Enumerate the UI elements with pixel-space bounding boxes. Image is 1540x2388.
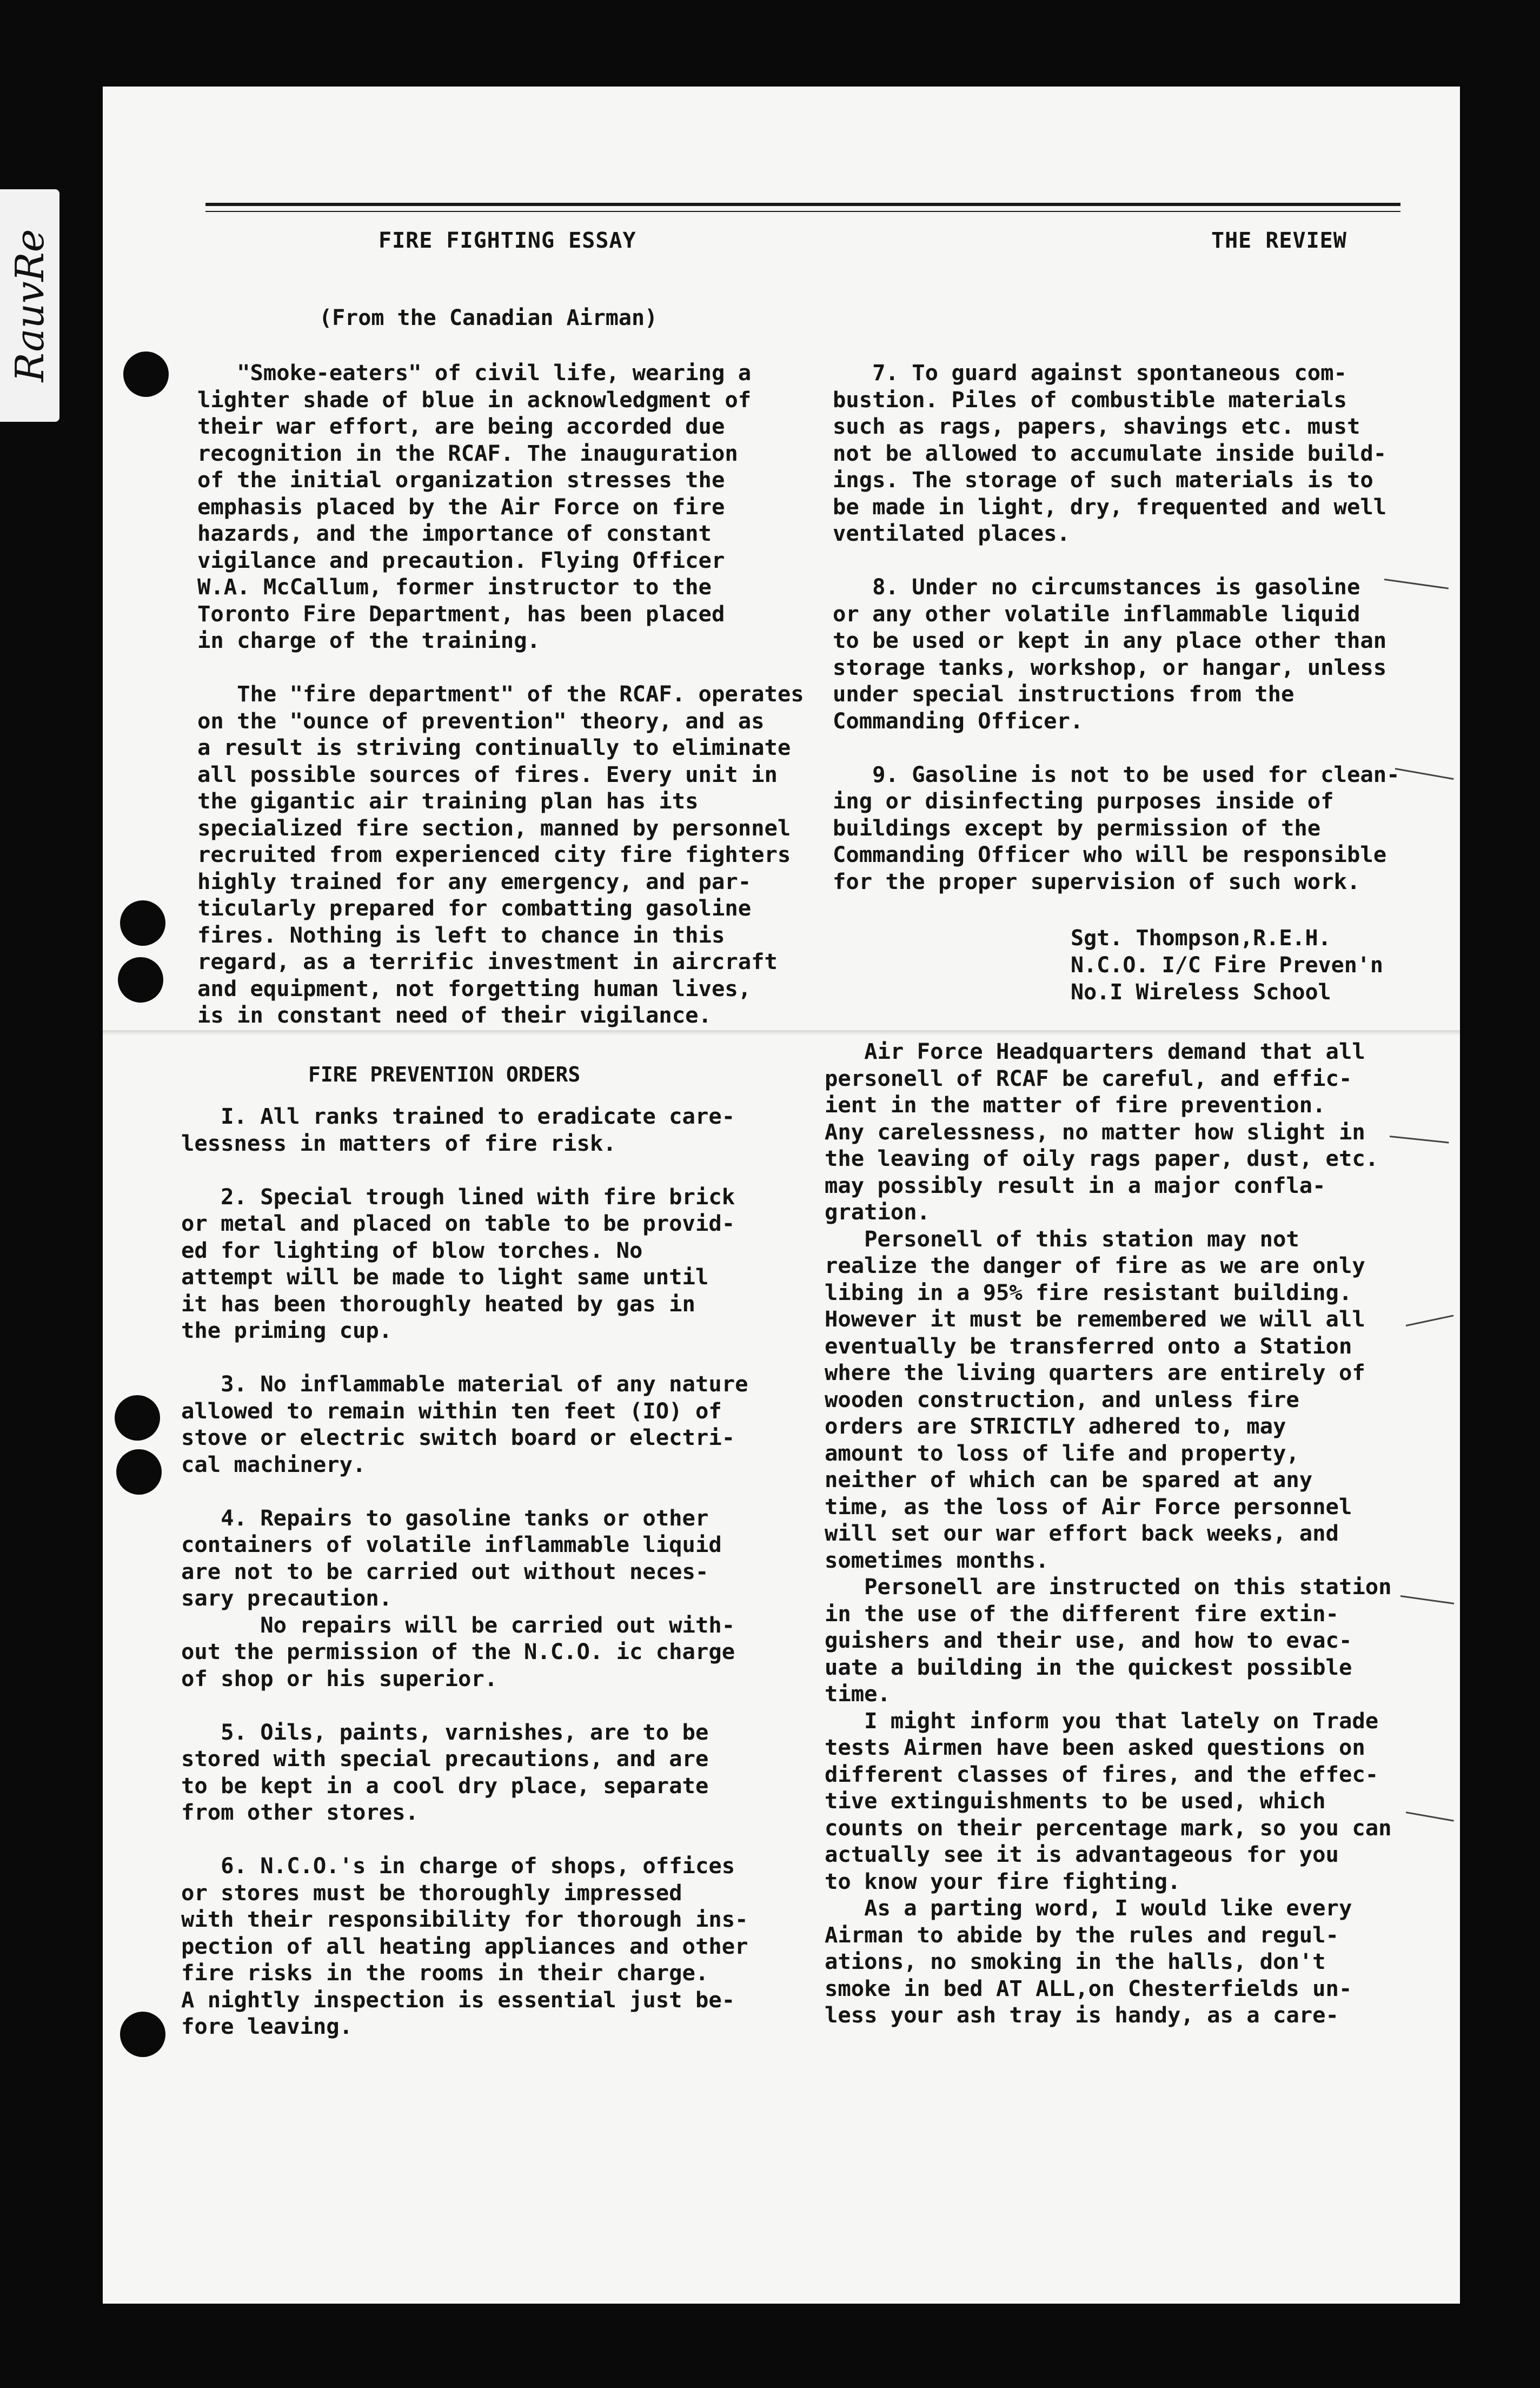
text-line: Any carelessness, no matter how slight in bbox=[825, 1118, 1365, 1145]
text-line: from other stores. bbox=[181, 1799, 419, 1825]
text-line: less your ash tray is handy, as a care- bbox=[825, 2002, 1339, 2028]
text-line: hazards, and the importance of constant bbox=[197, 520, 712, 546]
text-line: cal machinery. bbox=[181, 1451, 366, 1477]
text-line: tive extinguishments to be used, which bbox=[825, 1788, 1326, 1814]
text-line: realize the danger of fire as we are only bbox=[825, 1252, 1365, 1278]
text-line: emphasis placed by the Air Force on fire bbox=[197, 493, 725, 520]
text-line: the priming cup. bbox=[181, 1317, 393, 1343]
binder-hole bbox=[118, 957, 163, 1003]
text-line: or metal and placed on table to be provid- bbox=[181, 1210, 735, 1236]
section-title: FIRE PREVENTION ORDERS bbox=[308, 1063, 581, 1086]
text-line: The "fire department" of the RCAF. operates bbox=[197, 681, 804, 707]
signature-line: Sgt. Thompson,R.E.H. bbox=[1071, 926, 1331, 951]
text-line: amount to loss of life and property, bbox=[825, 1440, 1299, 1466]
text-line: fires. Nothing is left to chance in this bbox=[197, 921, 725, 948]
text-line: different classes of fires, and the effec- bbox=[825, 1761, 1379, 1787]
binder-hole bbox=[120, 2012, 165, 2057]
text-line: highly trained for any emergency, and par- bbox=[197, 868, 752, 894]
text-line: However it must be remembered we will all bbox=[825, 1306, 1365, 1332]
text-line: No repairs will be carried out with- bbox=[181, 1611, 735, 1638]
text-line: Toronto Fire Department, has been placed bbox=[197, 600, 725, 627]
text-line bbox=[181, 1478, 748, 1505]
left-column-intro bbox=[197, 360, 804, 1029]
signature-block bbox=[1071, 925, 1383, 1006]
text-line: to be kept in a cool dry place, separate bbox=[181, 1772, 709, 1799]
text-line: As a parting word, I would like every bbox=[825, 1895, 1352, 1921]
text-line: ient in the matter of fire prevention. bbox=[825, 1092, 1326, 1118]
document-page bbox=[103, 87, 1460, 2304]
text-line: pection of all heating appliances and other bbox=[181, 1933, 748, 1959]
text-line: wooden construction, and unless fire bbox=[825, 1386, 1299, 1412]
text-line: 8. Under no circumstances is gasoline bbox=[833, 574, 1360, 600]
text-line: with their responsibility for thorough ins- bbox=[181, 1906, 748, 1932]
text-line: out the permission of the N.C.O. ic charge bbox=[181, 1639, 735, 1664]
text-line: 7. To guard against spontaneous com- bbox=[833, 360, 1347, 386]
publication-name: THE REVIEW bbox=[1211, 228, 1347, 253]
left-column-orders-1-6 bbox=[181, 1103, 748, 2040]
text-line: 3. No inflammable material of any nature bbox=[181, 1371, 748, 1397]
text-line: I. All ranks trained to eradicate care- bbox=[181, 1103, 735, 1129]
text-line: and equipment, not forgetting human lives, bbox=[197, 975, 752, 1001]
text-line: buildings except by permission of the bbox=[833, 814, 1321, 841]
text-line: attempt will be made to light same until bbox=[181, 1264, 709, 1290]
text-line bbox=[833, 734, 1399, 761]
text-line: bustion. Piles of combustible materials bbox=[833, 386, 1347, 413]
text-line: regard, as a terrific investment in aircraft bbox=[197, 948, 778, 974]
text-line: ings. The storage of such materials is to bbox=[833, 467, 1373, 493]
text-line: to be used or kept in any place other than bbox=[833, 627, 1387, 653]
text-line: 9. Gasoline is not to be used for clean- bbox=[833, 761, 1400, 787]
text-line: are not to be carried out without neces- bbox=[181, 1558, 709, 1584]
text-line: Personell are instructed on this station bbox=[825, 1574, 1392, 1600]
text-line: not be allowed to accumulate inside build- bbox=[833, 440, 1387, 466]
text-line: storage tanks, workshop, or hangar, unless bbox=[833, 654, 1387, 680]
text-line: time, as the loss of Air Force personnel bbox=[825, 1493, 1352, 1520]
text-line: a result is striving continually to eliminate bbox=[197, 734, 791, 760]
text-line: or stores must be thoroughly impressed bbox=[181, 1879, 682, 1906]
text-line bbox=[181, 1692, 748, 1719]
text-line: it has been thoroughly heated by gas in bbox=[181, 1290, 695, 1317]
text-line: fire risks in the rooms in their charge. bbox=[181, 1960, 709, 1986]
text-line: I might inform you that lately on Trade bbox=[825, 1707, 1379, 1734]
text-line bbox=[197, 654, 804, 681]
source-line: (From the Canadian Airman) bbox=[319, 306, 658, 330]
text-line: A nightly inspection is essential just be- bbox=[181, 1986, 735, 2013]
text-line: specialized fire section, manned by personnel bbox=[197, 814, 791, 841]
text-line: personell of RCAF be careful, and effic- bbox=[825, 1065, 1352, 1091]
text-line: of the initial organization stresses the bbox=[197, 467, 725, 493]
text-line: is in constant need of their vigilance. bbox=[197, 1002, 712, 1028]
header-rule bbox=[205, 203, 1400, 206]
text-line: all possible sources of fires. Every unit in bbox=[197, 761, 778, 787]
text-line: may possibly result in a major confla- bbox=[825, 1172, 1326, 1198]
text-line bbox=[833, 547, 1399, 574]
text-line: fore leaving. bbox=[181, 2013, 353, 2039]
text-line: uate a building in the quickest possible bbox=[825, 1654, 1352, 1680]
archive-tab bbox=[0, 189, 59, 422]
text-line: ing or disinfecting purposes inside of bbox=[833, 788, 1334, 814]
text-line: be made in light, dry, frequented and well bbox=[833, 493, 1387, 520]
text-line: ventilated places. bbox=[833, 520, 1070, 546]
text-line: recognition in the RCAF. The inauguration bbox=[197, 440, 738, 466]
signature-line: No.I Wireless School bbox=[1071, 980, 1331, 1005]
text-line: to know your fire fighting. bbox=[825, 1868, 1181, 1894]
text-line: such as rags, papers, shavings etc. must bbox=[833, 413, 1360, 439]
binder-hole bbox=[115, 1395, 160, 1441]
text-line: 6. N.C.O.'s in charge of shops, offices bbox=[181, 1853, 735, 1879]
text-line: gration. bbox=[825, 1199, 931, 1225]
text-line: Airman to abide by the rules and regul- bbox=[825, 1921, 1339, 1948]
text-line: Air Force Headquarters demand that all bbox=[825, 1038, 1365, 1064]
text-line: of shop or his superior. bbox=[181, 1665, 498, 1692]
text-line: ations, no smoking in the halls, don't bbox=[825, 1948, 1326, 1974]
text-line: in charge of the training. bbox=[197, 627, 540, 653]
text-line: eventually be transferred onto a Station bbox=[825, 1332, 1352, 1359]
signature-line: N.C.O. I/C Fire Preven'n bbox=[1071, 953, 1383, 978]
text-line: their war effort, are being accorded due bbox=[197, 413, 725, 439]
text-line: guishers and their use, and how to evac- bbox=[825, 1627, 1352, 1653]
text-line: stored with special precautions, and are bbox=[181, 1746, 709, 1772]
text-line: recruited from experienced city fire fighters bbox=[197, 841, 791, 867]
text-line: under special instructions from the bbox=[833, 681, 1295, 707]
text-line: ed for lighting of blow torches. No bbox=[181, 1237, 643, 1263]
right-column-closing bbox=[825, 1038, 1391, 2029]
text-line: Commanding Officer. bbox=[833, 707, 1084, 734]
text-line: or any other volatile inflammable liquid bbox=[833, 600, 1360, 627]
text-line: smoke in bed AT ALL,on Chesterfields un- bbox=[825, 1975, 1352, 2001]
text-line: lighter shade of blue in acknowledgment of bbox=[197, 386, 752, 413]
text-line bbox=[181, 1826, 748, 1853]
text-line: the gigantic air training plan has its bbox=[197, 788, 699, 814]
archive-tab-label: RauvRe bbox=[7, 229, 52, 382]
binder-hole bbox=[123, 351, 169, 397]
binder-hole bbox=[116, 1449, 162, 1495]
text-line: where the living quarters are entirely of bbox=[825, 1359, 1365, 1385]
text-line: stove or electric switch board or electri- bbox=[181, 1424, 735, 1450]
text-line: 2. Special trough lined with fire brick bbox=[181, 1183, 735, 1210]
text-line: containers of volatile inflammable liquid bbox=[181, 1531, 722, 1557]
text-line: in the use of the different fire extin- bbox=[825, 1600, 1339, 1627]
text-line: vigilance and precaution. Flying Officer bbox=[197, 547, 725, 573]
text-line: will set our war effort back weeks, and bbox=[825, 1520, 1339, 1546]
text-line: counts on their percentage mark, so you can bbox=[825, 1814, 1392, 1841]
text-line: "Smoke-eaters" of civil life, wearing a bbox=[197, 360, 752, 386]
text-line: for the proper supervision of such work. bbox=[833, 868, 1360, 894]
essay-title: FIRE FIGHTING ESSAY bbox=[379, 228, 636, 253]
text-line: sometimes months. bbox=[825, 1547, 1049, 1573]
text-line: the leaving of oily rags paper, dust, etc. bbox=[825, 1145, 1379, 1171]
text-line: orders are STRICTLY adhered to, may bbox=[825, 1413, 1286, 1439]
text-line: 5. Oils, paints, varnishes, are to be bbox=[181, 1719, 709, 1745]
text-line bbox=[181, 1157, 748, 1184]
text-line: neither of which can be spared at any bbox=[825, 1467, 1313, 1492]
text-line: lessness in matters of fire risk. bbox=[181, 1130, 616, 1156]
text-line: tests Airmen have been asked questions on bbox=[825, 1734, 1365, 1760]
text-line: allowed to remain within ten feet (IO) of bbox=[181, 1397, 722, 1424]
page-fold bbox=[103, 1030, 1460, 1036]
text-line: on the "ounce of prevention" theory, and as bbox=[197, 707, 765, 734]
text-line: Commanding Officer who will be responsible bbox=[833, 841, 1387, 867]
text-line: libing in a 95% fire resistant building. bbox=[825, 1279, 1352, 1305]
text-line: ticularly prepared for combatting gasoline bbox=[197, 895, 752, 921]
right-column-orders-7-9 bbox=[833, 360, 1399, 895]
text-line: W.A. McCallum, former instructor to the bbox=[197, 574, 712, 600]
text-line: sary precaution. bbox=[181, 1585, 393, 1611]
text-line: 4. Repairs to gasoline tanks or other bbox=[181, 1504, 709, 1531]
text-line: time. bbox=[825, 1681, 891, 1707]
header-rule-thin bbox=[205, 211, 1400, 212]
text-line bbox=[181, 1344, 748, 1371]
text-line: actually see it is advantageous for you bbox=[825, 1841, 1339, 1867]
text-line: Personell of this station may not bbox=[825, 1225, 1299, 1252]
binder-hole bbox=[120, 900, 165, 946]
